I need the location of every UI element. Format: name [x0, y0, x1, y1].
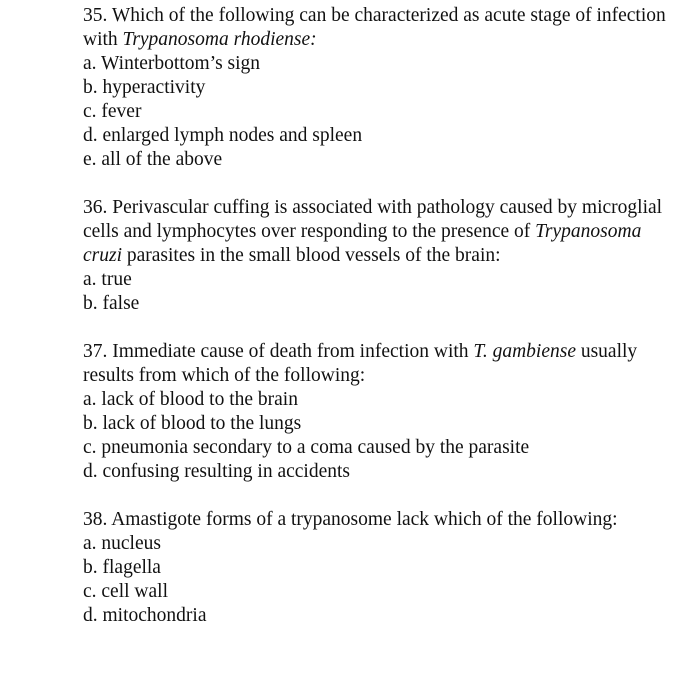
question-sheet — [83, 4, 683, 652]
answer-option-a[interactable]: a. nucleus — [83, 533, 161, 554]
answer-option-c[interactable]: c. pneumonia secondary to a coma caused by the parasite — [83, 437, 530, 458]
question-number: 35. — [83, 5, 108, 26]
question-stem — [83, 508, 683, 532]
question-37 — [83, 340, 683, 484]
stem-text-continued: usually results from which of the following: — [83, 341, 638, 386]
question-stem — [83, 196, 683, 268]
answer-option-a[interactable]: a. lack of blood to the brain — [83, 389, 298, 410]
answer-option-d[interactable]: d. mitochondria — [83, 605, 207, 626]
question-36 — [83, 196, 683, 316]
answer-option-d[interactable]: d. enlarged lymph nodes and spleen — [83, 125, 363, 146]
question-stem — [83, 4, 683, 52]
question-stem — [83, 340, 683, 388]
stem-text: Perivascular cuffing is associated with pathology caused by microglial cells and lymphocytes over responding to the presence of — [83, 197, 663, 242]
question-35 — [83, 4, 683, 172]
answer-option-b[interactable]: b. false — [83, 293, 140, 314]
question-38 — [83, 508, 683, 628]
question-number: 38. — [83, 509, 108, 530]
question-number: 37. — [83, 341, 108, 362]
question-number: 36. — [83, 197, 108, 218]
answer-option-a[interactable]: a. Winterbottom’s sign — [83, 53, 261, 74]
answer-option-b[interactable]: b. hyperactivity — [83, 77, 206, 98]
answer-option-c[interactable]: c. cell wall — [83, 581, 168, 602]
answer-option-c[interactable]: c. fever — [83, 101, 142, 122]
species-name: Trypanosoma cruzi — [83, 221, 642, 266]
stem-text: Which of the following can be characterized as acute stage of infection with — [83, 5, 666, 50]
answer-option-b[interactable]: b. flagella — [83, 557, 161, 578]
species-name: T. gambiense — [473, 341, 576, 362]
stem-text: Immediate cause of death from infection with — [112, 341, 469, 362]
species-name: Trypanosoma rhodiense: — [122, 29, 317, 50]
answer-option-d[interactable]: d. confusing resulting in accidents — [83, 461, 350, 482]
answer-option-a[interactable]: a. true — [83, 269, 132, 290]
stem-text-continued: parasites in the small blood vessels of the brain: — [126, 245, 501, 266]
stem-text: Amastigote forms of a trypanosome lack which of the following: — [111, 509, 618, 530]
answer-option-e[interactable]: e. all of the above — [83, 149, 223, 170]
answer-option-b[interactable]: b. lack of blood to the lungs — [83, 413, 302, 434]
